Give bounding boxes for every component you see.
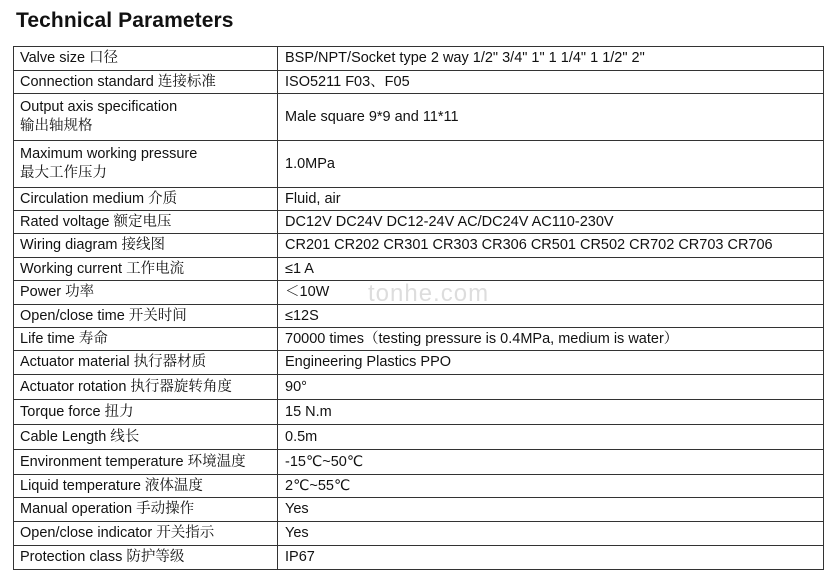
parameter-value: CR201 CR202 CR301 CR303 CR306 CR501 CR502 CR702 CR703 CR706 bbox=[278, 234, 824, 258]
parameter-label-cell bbox=[14, 71, 278, 94]
parameter-label: Open/close indicator 开关指示 bbox=[20, 525, 215, 541]
parameter-value: 1.0MPa bbox=[278, 141, 824, 188]
table-row bbox=[14, 94, 824, 141]
parameter-label: Working current 工作电流 bbox=[20, 260, 185, 277]
parameter-label: Circulation medium 介质 bbox=[20, 190, 178, 207]
parameter-label: Actuator rotation 执行器旋转角度 bbox=[20, 378, 232, 395]
parameter-label-cell bbox=[14, 498, 278, 522]
parameter-value: Fluid, air bbox=[278, 188, 824, 211]
parameter-value: Yes bbox=[278, 522, 824, 546]
parameter-label-cell bbox=[14, 94, 278, 141]
parameter-value: Engineering Plastics PPO bbox=[278, 351, 824, 375]
parameter-label: Cable Length 线长 bbox=[20, 428, 140, 445]
parameter-label-cell bbox=[14, 211, 278, 234]
table-row bbox=[14, 475, 824, 498]
parameter-value: ≤1 A bbox=[278, 258, 824, 281]
parameter-label: Valve size 口径 bbox=[20, 50, 119, 66]
technical-parameters-table bbox=[13, 46, 824, 570]
parameter-label: Open/close time 开关时间 bbox=[20, 307, 187, 324]
table-row bbox=[14, 281, 824, 305]
table-row bbox=[14, 546, 824, 570]
parameter-label: Rated voltage 额定电压 bbox=[20, 213, 172, 230]
parameter-value: 2℃~55℃ bbox=[278, 475, 824, 498]
table-row bbox=[14, 188, 824, 211]
parameter-label-cell bbox=[14, 188, 278, 211]
parameter-label-cell bbox=[14, 258, 278, 281]
parameter-label-cell bbox=[14, 47, 278, 71]
table-row bbox=[14, 498, 824, 522]
parameter-label: Manual operation 手动操作 bbox=[20, 501, 195, 517]
parameter-label-cell bbox=[14, 328, 278, 351]
parameter-label: Output axis specification bbox=[20, 99, 178, 115]
parameter-value: ＜10W bbox=[278, 281, 824, 305]
page-title: Technical Parameters bbox=[16, 9, 234, 32]
table-row bbox=[14, 450, 824, 475]
parameter-value: 90° bbox=[278, 375, 824, 400]
parameter-label: Environment temperature 环境温度 bbox=[20, 453, 246, 470]
parameter-value: Yes bbox=[278, 498, 824, 522]
table-row bbox=[14, 47, 824, 71]
parameter-label-cell bbox=[14, 281, 278, 305]
parameter-label-cell bbox=[14, 425, 278, 450]
parameter-label: Actuator material 执行器材质 bbox=[20, 354, 207, 370]
parameter-label-cell bbox=[14, 400, 278, 425]
parameter-label-chinese: 输出轴规格 bbox=[20, 118, 93, 134]
parameter-value: 0.5m bbox=[278, 425, 824, 450]
parameter-label-cell bbox=[14, 546, 278, 570]
parameter-label-chinese: 最大工作压力 bbox=[20, 165, 107, 181]
watermark: tonhe.com bbox=[368, 280, 490, 307]
parameter-label: Wiring diagram 接线图 bbox=[20, 237, 166, 253]
parameter-label-cell bbox=[14, 475, 278, 498]
parameter-label: Power 功率 bbox=[20, 284, 95, 300]
parameter-label: Maximum working pressure bbox=[20, 146, 198, 162]
parameter-label-cell bbox=[14, 522, 278, 546]
parameter-label-cell bbox=[14, 375, 278, 400]
parameter-value: Male square 9*9 and 11*11 bbox=[278, 94, 824, 141]
parameter-label: Life time 寿命 bbox=[20, 330, 108, 347]
table-row bbox=[14, 258, 824, 281]
parameter-value: BSP/NPT/Socket type 2 way 1/2" 3/4" 1" 1 1/4" 1 1/2" 2" bbox=[278, 47, 824, 71]
table-row bbox=[14, 400, 824, 425]
table-row bbox=[14, 522, 824, 546]
parameter-value: -15℃~50℃ bbox=[278, 450, 824, 475]
table-row bbox=[14, 234, 824, 258]
parameter-label-cell bbox=[14, 305, 278, 328]
table-row bbox=[14, 305, 824, 328]
parameter-label: Connection standard 连接标准 bbox=[20, 73, 216, 90]
parameter-value: 15 N.m bbox=[278, 400, 824, 425]
parameter-value: ISO5211 F03、F05 bbox=[278, 71, 824, 94]
parameter-label-cell bbox=[14, 450, 278, 475]
parameter-value: IP67 bbox=[278, 546, 824, 570]
table-row bbox=[14, 375, 824, 400]
parameter-label-cell bbox=[14, 351, 278, 375]
table-body bbox=[14, 47, 824, 570]
table-row bbox=[14, 425, 824, 450]
parameter-label: Protection class 防护等级 bbox=[20, 549, 185, 565]
parameter-label-cell bbox=[14, 141, 278, 188]
parameter-value: 70000 times（testing pressure is 0.4MPa, medium is water） bbox=[278, 328, 824, 351]
parameter-label: Liquid temperature 液体温度 bbox=[20, 477, 203, 494]
table-row bbox=[14, 211, 824, 234]
parameter-label: Torque force 扭力 bbox=[20, 403, 134, 420]
table-row bbox=[14, 141, 824, 188]
parameter-value: DC12V DC24V DC12-24V AC/DC24V AC110-230V bbox=[278, 211, 824, 234]
table-row bbox=[14, 328, 824, 351]
table-row bbox=[14, 71, 824, 94]
table-row bbox=[14, 351, 824, 375]
parameter-value: ≤12S bbox=[278, 305, 824, 328]
parameter-label-cell bbox=[14, 234, 278, 258]
